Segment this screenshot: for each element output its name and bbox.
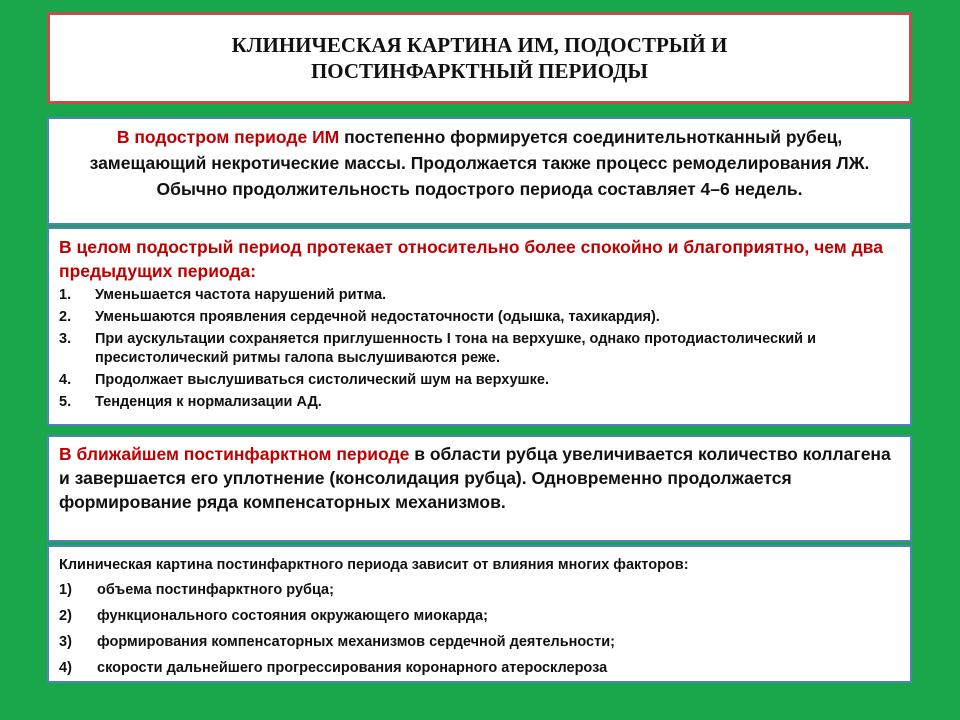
subacute-period-text: постепенно формируется соединительнотканный рубец, замещающий некротические массы. Продолжается также процесс ремоделирования ЛЖ. Обычно продолжительность подострого периода составляет 4–6 недель. <box>89 127 870 199</box>
clinical-factors-intro: Клиническая картина постинфарктного периода зависит от влияния многих факторов: <box>59 557 689 573</box>
subacute-course-heading: В целом подострый период протекает относительно более спокойно и благоприятно, чем два предыдущих периода: <box>59 237 883 281</box>
list-item-text: функционального состояния окружающего миокарда; <box>97 608 488 624</box>
slide-title-line-2: ПОСТИНФАРКТНЫЙ ПЕРИОДЫ <box>310 59 649 83</box>
list-item <box>59 607 896 626</box>
list-item-text: Уменьшается частота нарушений ритма. <box>95 287 387 303</box>
postinfarction-period-box <box>47 435 912 542</box>
slide-title-line-1: КЛИНИЧЕСКАЯ КАРТИНА ИМ, ПОДОСТРЫЙ И <box>231 33 728 57</box>
clinical-factors-box <box>47 545 912 683</box>
slide-title-box <box>47 12 912 104</box>
subacute-period-box <box>47 117 912 225</box>
list-item <box>59 308 896 327</box>
list-item-text: Тенденция к нормализации АД. <box>95 394 322 410</box>
list-item <box>59 286 896 305</box>
postinfarction-period-text: в области рубца увеличивается количество коллагена и завершается его уплотнение (консолидация рубца). Одновременно продолжается формирование ряда компенсаторных механизмов. <box>59 444 891 512</box>
list-item <box>59 371 896 390</box>
list-item-number: 4) <box>59 660 72 676</box>
list-item <box>59 581 896 600</box>
list-item-number: 3. <box>59 331 72 347</box>
list-item <box>59 659 896 678</box>
list-item-number: 3) <box>59 634 72 650</box>
list-item-text: При аускультации сохраняется приглушенность I тона на верхушке, однако протодиастолический и пресистолический ритмы галопа выслушиваются реже. <box>95 331 817 366</box>
list-item-text: формирования компенсаторных механизмов сердечной деятельности; <box>97 634 615 650</box>
clinical-factors-list <box>59 581 896 678</box>
list-item-text: Продолжает выслушиваться систолический шум на верхушке. <box>95 372 549 388</box>
list-item <box>59 330 896 368</box>
subacute-course-box <box>47 227 912 426</box>
list-item <box>59 393 896 412</box>
list-item-text: объема постинфарктного рубца; <box>97 582 334 598</box>
list-item-number: 2. <box>59 309 72 325</box>
list-item-number: 4. <box>59 372 72 388</box>
list-item <box>59 633 896 652</box>
list-item-text: скорости дальнейшего прогрессирования коронарного атеросклероза <box>97 660 608 676</box>
subacute-course-list <box>59 286 896 412</box>
list-item-number: 2) <box>59 608 72 624</box>
postinfarction-period-highlight: В ближайшем постинфарктном периоде <box>59 444 410 464</box>
list-item-number: 5. <box>59 394 72 410</box>
list-item-number: 1. <box>59 287 72 303</box>
list-item-number: 1) <box>59 582 72 598</box>
subacute-period-highlight: В подостром периоде ИМ <box>116 127 340 147</box>
list-item-text: Уменьшаются проявления сердечной недостаточности (одышка, тахикардия). <box>95 309 660 325</box>
